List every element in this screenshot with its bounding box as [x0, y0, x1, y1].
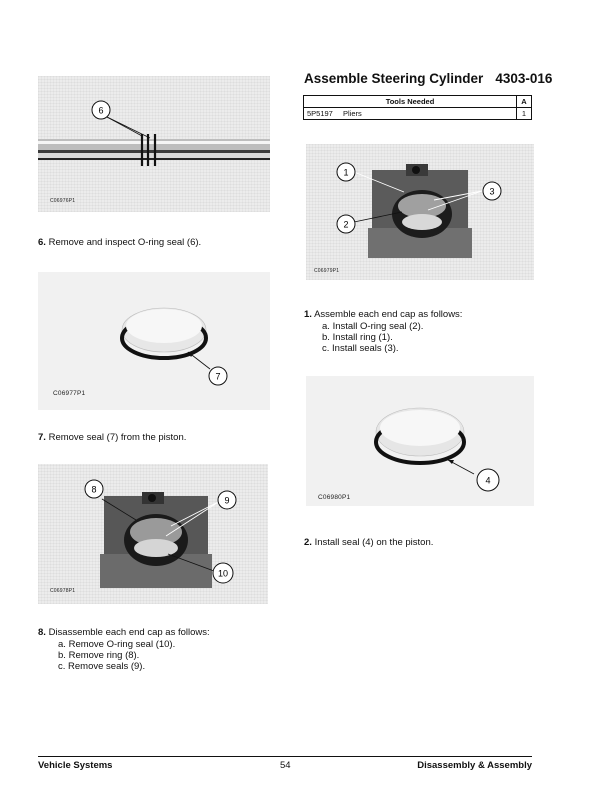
section-title: Assemble Steering Cylinder 4303-016: [304, 71, 553, 86]
figure-piston-seal-4: [306, 376, 534, 506]
svg-text:2: 2: [343, 219, 349, 230]
callouts-1-3-2: [306, 144, 534, 280]
figure-code: C06980P1: [318, 494, 351, 501]
svg-text:6: 6: [98, 105, 104, 116]
step-1b: b. Install ring (1).: [322, 332, 393, 343]
callout-4: [306, 376, 534, 506]
figure-code: C06978P1: [50, 588, 76, 594]
step-7: 7. Remove seal (7) from the piston.: [38, 432, 187, 443]
step-1a: a. Install O-ring seal (2).: [322, 321, 424, 332]
step-2: 2. Install seal (4) on the piston.: [304, 537, 434, 548]
step-8c: c. Remove seals (9).: [58, 661, 146, 672]
footer-right: Disassembly & Assembly: [417, 760, 532, 771]
svg-text:8: 8: [91, 484, 97, 495]
callout-6: [38, 76, 270, 212]
step-8a: a. Remove O-ring seal (10).: [58, 639, 176, 650]
step-8b: b. Remove ring (8).: [58, 650, 140, 661]
figure-code: C06977P1: [53, 390, 86, 397]
footer-left: Vehicle Systems: [38, 760, 113, 771]
page-number: 54: [280, 760, 291, 771]
svg-text:10: 10: [217, 568, 229, 579]
table-row: 5P5197 Pliers 1: [304, 108, 532, 120]
tools-table-header: Tools Needed A: [304, 96, 532, 108]
figure-piston-seal-7: [38, 272, 270, 410]
footer-divider: [38, 756, 532, 757]
figure-code: C06979P1: [314, 268, 340, 274]
figure-rod-oring: [38, 76, 270, 212]
svg-text:9: 9: [224, 495, 230, 506]
svg-text:1: 1: [343, 167, 349, 178]
step-1c: c. Install seals (3).: [322, 343, 399, 354]
figure-code: C06976P1: [50, 198, 76, 204]
figure-end-cap-disassembly: [38, 464, 268, 604]
svg-text:4: 4: [485, 475, 491, 486]
svg-text:3: 3: [489, 186, 495, 197]
figure-end-cap-assembly: [306, 144, 534, 280]
callouts-8-9-10: [38, 464, 268, 604]
tools-needed-table: [303, 95, 532, 120]
step-8: 8. Disassemble each end cap as follows:: [38, 627, 210, 638]
step-1: 1. Assemble each end cap as follows:: [304, 309, 463, 320]
step-6: 6. Remove and inspect O-ring seal (6).: [38, 237, 202, 248]
svg-text:7: 7: [215, 371, 221, 382]
